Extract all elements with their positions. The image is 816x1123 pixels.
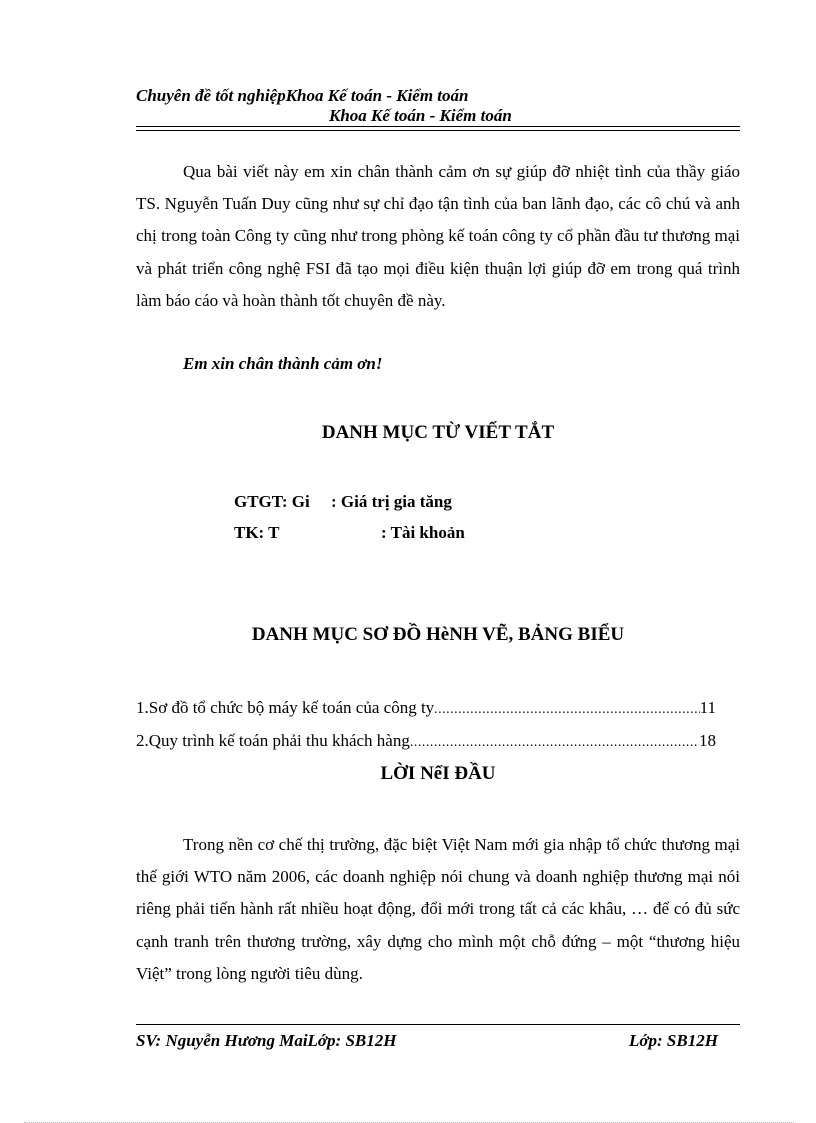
header-rule-bottom	[136, 130, 740, 131]
figure-list-item	[136, 698, 716, 718]
foreword-paragraph: Trong nền cơ chế thị trường, đặc biệt Việt Nam mới gia nhập tổ chức thương mại thế giới WTO năm 2006, các doanh nghiệp nói chung và doanh nghiệp thương mại nói riêng phải tiến hành rất nhiều hoạt động, đổi mới trong tất cả các khâu, … để có đủ sức cạnh tranh trên thương trường, xây dựng cho mình một chỗ đứng – một “thương hiệu Việt” trong lòng người tiêu dùng.	[136, 835, 740, 983]
figure-number: 2.	[136, 731, 149, 750]
abbreviation-code: TK: T	[234, 523, 280, 542]
header-title-line1: Chuyên đề tốt nghiệpKhoa Kế toán - Kiểm toán	[136, 86, 469, 105]
abbreviation-item	[234, 492, 452, 512]
abbreviation-code: GTGT: Gi	[234, 492, 310, 511]
figure-page: 18	[699, 731, 716, 750]
acknowledgement-paragraph: Qua bài viết này em xin chân thành cảm ơn sự giúp đỡ nhiệt tình của thầy giáo TS. Nguyễn Tuấn Duy cũng như sự chỉ đạo tận tình của ban lãnh đạo, các cô chú và anh chị trong toàn Công ty cũng như trong phòng kế toán công ty cổ phần đầu tư thương mại và phát triển công nghệ FSI đã tạo mọi điều kiện thuận lợi giúp đỡ em trong quá trình làm báo cáo và hoàn thành tốt chuyên đề này.	[136, 162, 740, 310]
abbreviation-meaning: : Tài khoản	[381, 523, 465, 542]
abbreviations-title: DANH MỤC TỪ VIẾT TẮT	[321, 422, 555, 443]
figure-label: Quy trình kế toán phải thu khách hàng	[148, 731, 410, 750]
figures-title: DANH MỤC SƠ ĐỒ HèNH VẼ, BẢNG BIỂU	[251, 624, 625, 645]
figure-list-item	[136, 731, 716, 751]
header-title-line2: Khoa Kế toán - Kiểm toán	[329, 106, 512, 125]
footer	[136, 1031, 736, 1051]
figure-page: 11	[699, 698, 716, 717]
abbreviation-item	[234, 523, 465, 543]
figure-number: 1.	[136, 698, 149, 717]
footer-rule	[136, 1024, 740, 1025]
footer-student: SV: Nguyễn Hương MaiLớp: SB12H	[136, 1031, 397, 1050]
footer-class: Lớp: SB12H	[629, 1031, 718, 1050]
leader-dots	[434, 702, 699, 718]
thanks-line: Em xin chân thành cảm ơn!	[183, 354, 383, 373]
abbreviation-meaning: : Giá trị gia tăng	[331, 492, 452, 511]
foreword-title: LỜI NểI ĐẦU	[380, 763, 496, 784]
figure-label: Sơ đồ tổ chức bộ máy kế toán của công ty	[148, 698, 435, 717]
leader-dots	[410, 735, 699, 751]
header-rule-top	[136, 126, 740, 127]
